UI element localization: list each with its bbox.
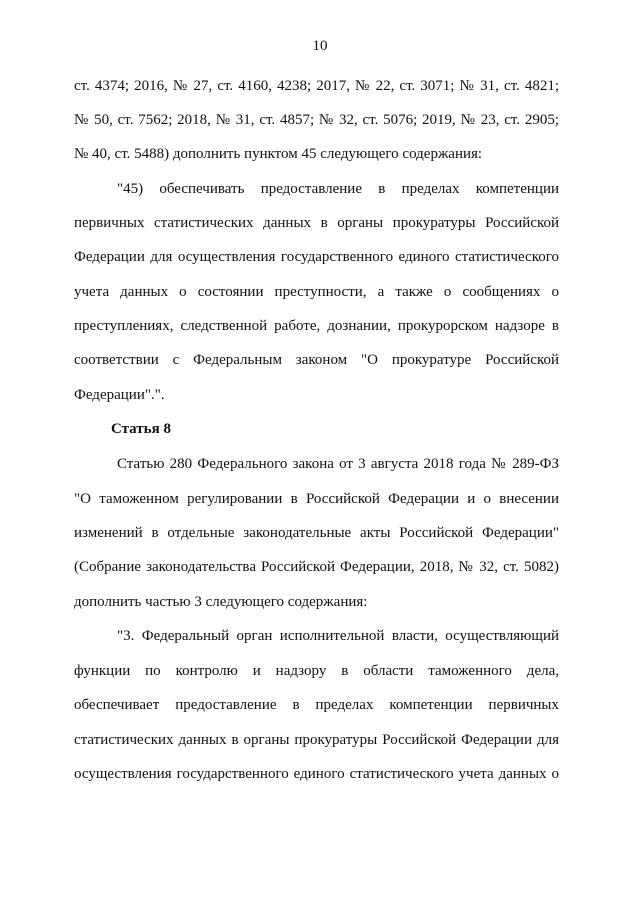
text-line: (Собрание законодательства Российской Федерации, 2018, № 32, ст. 5082) [74, 559, 559, 575]
text-line: Статью 280 Федерального закона от 3 августа 2018 года № 289-ФЗ [117, 456, 559, 472]
page-number: 10 [312, 38, 328, 54]
text-line: дополнить частью 3 следующего содержания: [74, 594, 368, 610]
text-line: изменений в отдельные законодательные акты Российской Федерации" [74, 525, 559, 541]
article-heading: Статья 8 [111, 421, 171, 437]
text-line: соответствии с Федеральным законом "О прокуратуре Российской [74, 352, 559, 368]
text-line: учета данных о состоянии преступности, а также о сообщениях о [74, 284, 559, 300]
text-line: Федерации для осуществления государственного единого статистического [74, 249, 559, 265]
text-line: преступлениях, следственной работе, дознании, прокурорском надзоре в [74, 318, 559, 334]
text-line: "3. Федеральный орган исполнительной власти, осуществляющий [117, 628, 559, 644]
text-line: Федерации".". [74, 387, 165, 403]
text-line: "45) обеспечивать предоставление в пределах компетенции [117, 181, 559, 197]
text-line: ст. 4374; 2016, № 27, ст. 4160, 4238; 2017, № 22, ст. 3071; № 31, ст. 4821; [74, 78, 559, 94]
text-line: № 40, ст. 5488) дополнить пунктом 45 следующего содержания: [74, 146, 483, 162]
text-line: функции по контролю и надзору в области таможенного дела, [74, 663, 559, 679]
text-line: обеспечивает предоставление в пределах компетенции первичных [74, 697, 559, 713]
text-line: первичных статистических данных в органы прокуратуры Российской [74, 215, 559, 231]
text-line: осуществления государственного единого статистического учета данных о [74, 766, 559, 782]
text-line: статистических данных в органы прокуратуры Российской Федерации для [74, 732, 559, 748]
text-line: № 50, ст. 7562; 2018, № 31, ст. 4857; № 32, ст. 5076; 2019, № 23, ст. 2905; [74, 112, 559, 128]
text-line: "О таможенном регулировании в Российской Федерации и о внесении [74, 491, 559, 507]
